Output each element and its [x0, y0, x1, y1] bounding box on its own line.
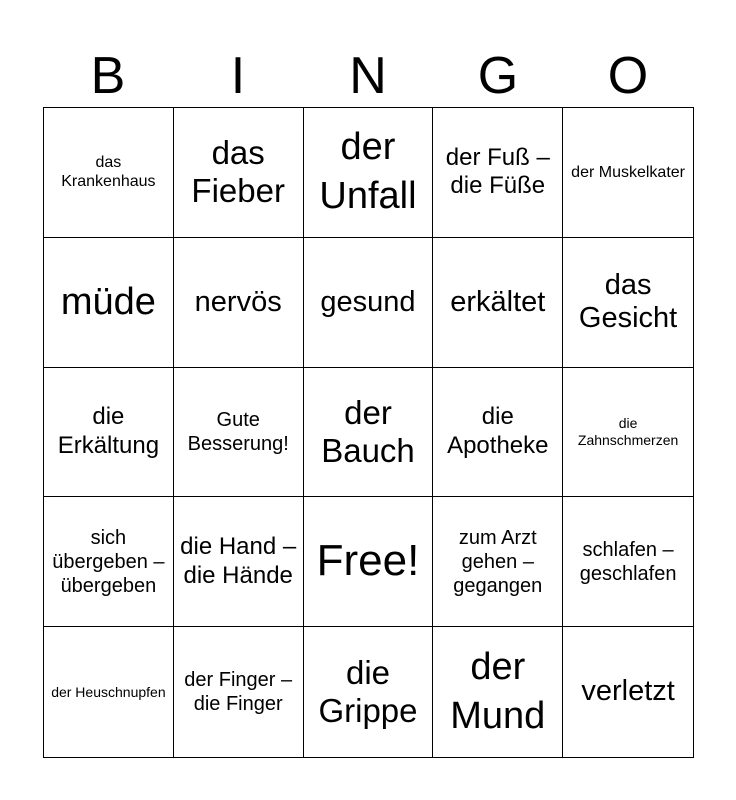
bingo-cell-label: nervös: [194, 285, 282, 318]
bingo-cell[interactable]: [44, 108, 174, 238]
bingo-cell-label: die Zahnschmerzen: [577, 415, 679, 448]
bingo-cell[interactable]: [174, 368, 304, 498]
bingo-cell-label: Free!: [316, 536, 420, 586]
bingo-cell-label: die Grippe: [318, 654, 418, 730]
bingo-cell[interactable]: [174, 238, 304, 368]
bingo-cell[interactable]: [563, 497, 693, 627]
bingo-cell-label: die Hand – die Hände: [180, 532, 297, 589]
bingo-cell-label: das Gesicht: [578, 268, 678, 335]
bingo-cell-label: der Muskelkater: [571, 163, 685, 181]
bingo-cell-label: sich übergeben – übergeben: [52, 526, 165, 597]
bingo-cell[interactable]: [174, 497, 304, 627]
bingo-cell[interactable]: [433, 627, 563, 757]
header-letter-b: B: [90, 47, 126, 105]
bingo-board: [43, 107, 694, 758]
bingo-cell[interactable]: [433, 238, 563, 368]
bingo-cell[interactable]: [174, 627, 304, 757]
header-letter-g: G: [477, 47, 519, 105]
bingo-cell-label: verletzt: [581, 675, 675, 708]
bingo-cell-label: Gute Besserung!: [187, 408, 289, 455]
bingo-cell[interactable]: [44, 627, 174, 757]
header-letter-i: I: [230, 47, 246, 105]
bingo-cell[interactable]: [304, 627, 434, 757]
free-space-cell[interactable]: [304, 368, 434, 498]
bingo-cell-label: müde: [60, 280, 156, 323]
bingo-cell[interactable]: [304, 497, 434, 627]
bingo-header: [43, 44, 693, 108]
bingo-cell[interactable]: [44, 368, 174, 498]
bingo-cell-label: die Apotheke: [447, 403, 549, 459]
bingo-cell-label: das Fieber: [191, 134, 285, 210]
bingo-cell[interactable]: [563, 108, 693, 238]
bingo-cell[interactable]: [563, 627, 693, 757]
bingo-cell[interactable]: [433, 108, 563, 238]
bingo-cell-label: die Erkältung: [57, 403, 160, 459]
bingo-cell-label: der Bauch: [321, 394, 415, 469]
bingo-cell-label: das Krankenhaus: [61, 154, 156, 191]
bingo-cell-label: gesund: [320, 285, 416, 318]
bingo-cell-label: schlafen – geschlafen: [579, 538, 677, 585]
header-letter-o: O: [607, 47, 649, 105]
bingo-cell[interactable]: [304, 238, 434, 368]
bingo-cell-label: der Mund: [450, 645, 546, 738]
bingo-cell[interactable]: [563, 368, 693, 498]
header-letter-n: N: [349, 47, 387, 105]
bingo-cell[interactable]: [304, 108, 434, 238]
bingo-cell-label: der Unfall: [319, 126, 417, 218]
bingo-cell-label: der Finger – die Finger: [184, 669, 293, 716]
bingo-cell-label: der Heuschnupfen: [51, 683, 166, 700]
bingo-cell[interactable]: [44, 238, 174, 368]
bingo-cell[interactable]: [433, 497, 563, 627]
bingo-cell-label: erkältet: [450, 285, 546, 318]
bingo-cell-label: der Fuß – die Füße: [445, 143, 550, 200]
bingo-cell[interactable]: [44, 497, 174, 627]
bingo-cell[interactable]: [174, 108, 304, 238]
bingo-cell[interactable]: [433, 368, 563, 498]
bingo-cell-label: zum Arzt gehen – gegangen: [453, 526, 543, 597]
bingo-cell[interactable]: [563, 238, 693, 368]
